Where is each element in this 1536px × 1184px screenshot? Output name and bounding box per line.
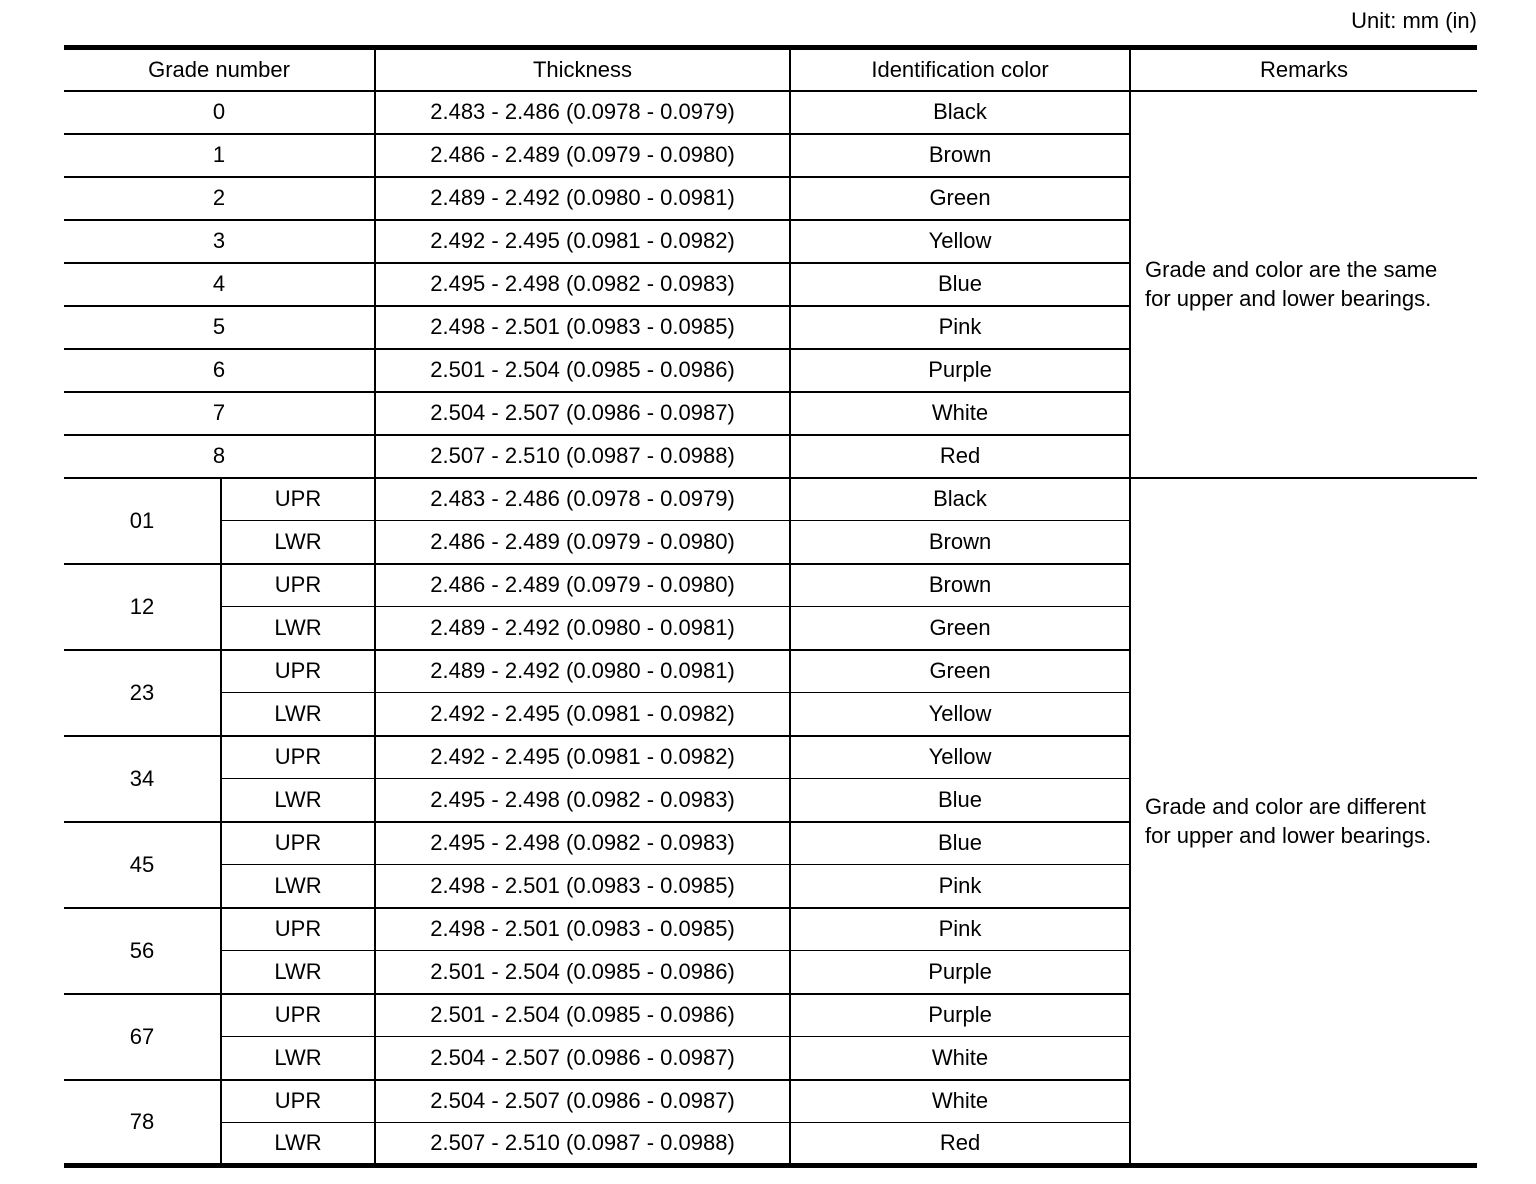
position-cell: UPR bbox=[221, 1080, 375, 1123]
thickness-cell: 2.492 - 2.495 (0.0981 - 0.0982) bbox=[375, 736, 790, 779]
grade-cell: 8 bbox=[64, 435, 375, 478]
grade-cell: 56 bbox=[64, 908, 221, 994]
grade-cell: 78 bbox=[64, 1080, 221, 1166]
grade-cell: 0 bbox=[64, 91, 375, 134]
color-cell: Purple bbox=[790, 951, 1130, 994]
thickness-cell: 2.495 - 2.498 (0.0982 - 0.0983) bbox=[375, 263, 790, 306]
color-cell: Yellow bbox=[790, 693, 1130, 736]
grade-cell: 5 bbox=[64, 306, 375, 349]
grade-cell: 6 bbox=[64, 349, 375, 392]
header-row bbox=[64, 48, 1477, 91]
thickness-cell: 2.507 - 2.510 (0.0987 - 0.0988) bbox=[375, 435, 790, 478]
position-cell: LWR bbox=[221, 779, 375, 822]
remark-text-section2 bbox=[1131, 792, 1477, 850]
color-cell: Blue bbox=[790, 822, 1130, 865]
remark-line-1: Grade and color are the same bbox=[1145, 257, 1438, 282]
thickness-cell: 2.486 - 2.489 (0.0979 - 0.0980) bbox=[375, 521, 790, 564]
remarks-cell-section2 bbox=[1130, 478, 1477, 1166]
color-cell: Yellow bbox=[790, 736, 1130, 779]
grade-cell: 01 bbox=[64, 478, 221, 564]
thickness-cell: 2.486 - 2.489 (0.0979 - 0.0980) bbox=[375, 564, 790, 607]
position-cell: UPR bbox=[221, 478, 375, 521]
thickness-cell: 2.489 - 2.492 (0.0980 - 0.0981) bbox=[375, 177, 790, 220]
thickness-cell: 2.507 - 2.510 (0.0987 - 0.0988) bbox=[375, 1123, 790, 1166]
color-cell: Green bbox=[790, 650, 1130, 693]
header-identification-color: Identification color bbox=[790, 48, 1130, 91]
position-cell: UPR bbox=[221, 994, 375, 1037]
color-cell: Red bbox=[790, 1123, 1130, 1166]
thickness-cell: 2.501 - 2.504 (0.0985 - 0.0986) bbox=[375, 951, 790, 994]
thickness-cell: 2.483 - 2.486 (0.0978 - 0.0979) bbox=[375, 91, 790, 134]
thickness-cell: 2.486 - 2.489 (0.0979 - 0.0980) bbox=[375, 134, 790, 177]
color-cell: Pink bbox=[790, 306, 1130, 349]
thickness-cell: 2.504 - 2.507 (0.0986 - 0.0987) bbox=[375, 1080, 790, 1123]
color-cell: Purple bbox=[790, 994, 1130, 1037]
position-cell: LWR bbox=[221, 1123, 375, 1166]
color-cell: Pink bbox=[790, 865, 1130, 908]
grade-cell: 3 bbox=[64, 220, 375, 263]
position-cell: UPR bbox=[221, 908, 375, 951]
remark-line-1: Grade and color are different bbox=[1145, 793, 1426, 819]
remark-text-section1 bbox=[1131, 255, 1477, 313]
color-cell: Black bbox=[790, 478, 1130, 521]
thickness-cell: 2.495 - 2.498 (0.0982 - 0.0983) bbox=[375, 779, 790, 822]
bearing-grade-table bbox=[64, 45, 1477, 1168]
color-cell: Red bbox=[790, 435, 1130, 478]
thickness-cell: 2.504 - 2.507 (0.0986 - 0.0987) bbox=[375, 1037, 790, 1080]
thickness-cell: 2.489 - 2.492 (0.0980 - 0.0981) bbox=[375, 650, 790, 693]
color-cell: Blue bbox=[790, 779, 1130, 822]
thickness-cell: 2.504 - 2.507 (0.0986 - 0.0987) bbox=[375, 392, 790, 435]
color-cell: White bbox=[790, 1080, 1130, 1123]
thickness-cell: 2.492 - 2.495 (0.0981 - 0.0982) bbox=[375, 693, 790, 736]
position-cell: UPR bbox=[221, 822, 375, 865]
position-cell: LWR bbox=[221, 1037, 375, 1080]
thickness-cell: 2.498 - 2.501 (0.0983 - 0.0985) bbox=[375, 306, 790, 349]
color-cell: Blue bbox=[790, 263, 1130, 306]
color-cell: Brown bbox=[790, 521, 1130, 564]
position-cell: UPR bbox=[221, 650, 375, 693]
position-cell: UPR bbox=[221, 736, 375, 779]
table-row bbox=[64, 91, 1477, 134]
position-cell: LWR bbox=[221, 693, 375, 736]
color-cell: Yellow bbox=[790, 220, 1130, 263]
thickness-cell: 2.483 - 2.486 (0.0978 - 0.0979) bbox=[375, 478, 790, 521]
thickness-cell: 2.501 - 2.504 (0.0985 - 0.0986) bbox=[375, 349, 790, 392]
grade-cell: 1 bbox=[64, 134, 375, 177]
color-cell: Green bbox=[790, 177, 1130, 220]
position-cell: LWR bbox=[221, 607, 375, 650]
header-grade-number: Grade number bbox=[64, 48, 375, 91]
color-cell: White bbox=[790, 1037, 1130, 1080]
thickness-cell: 2.498 - 2.501 (0.0983 - 0.0985) bbox=[375, 908, 790, 951]
color-cell: Pink bbox=[790, 908, 1130, 951]
thickness-cell: 2.501 - 2.504 (0.0985 - 0.0986) bbox=[375, 994, 790, 1037]
header-remarks: Remarks bbox=[1130, 48, 1477, 91]
color-cell: White bbox=[790, 392, 1130, 435]
thickness-cell: 2.495 - 2.498 (0.0982 - 0.0983) bbox=[375, 822, 790, 865]
grade-cell: 45 bbox=[64, 822, 221, 908]
remark-line-2: for upper and lower bearings. bbox=[1145, 822, 1432, 848]
position-cell: LWR bbox=[221, 521, 375, 564]
grade-cell: 7 bbox=[64, 392, 375, 435]
grade-cell: 34 bbox=[64, 736, 221, 822]
grade-cell: 23 bbox=[64, 650, 221, 736]
color-cell: Brown bbox=[790, 564, 1130, 607]
position-cell: UPR bbox=[221, 564, 375, 607]
thickness-cell: 2.492 - 2.495 (0.0981 - 0.0982) bbox=[375, 220, 790, 263]
header-thickness: Thickness bbox=[375, 48, 790, 91]
grade-cell: 12 bbox=[64, 564, 221, 650]
color-cell: Purple bbox=[790, 349, 1130, 392]
grade-cell: 67 bbox=[64, 994, 221, 1080]
thickness-cell: 2.489 - 2.492 (0.0980 - 0.0981) bbox=[375, 607, 790, 650]
position-cell: LWR bbox=[221, 951, 375, 994]
color-cell: Black bbox=[790, 91, 1130, 134]
remarks-cell-section1 bbox=[1130, 91, 1477, 478]
grade-cell: 4 bbox=[64, 263, 375, 306]
thickness-cell: 2.498 - 2.501 (0.0983 - 0.0985) bbox=[375, 865, 790, 908]
unit-label: Unit: mm (in) bbox=[1351, 8, 1477, 33]
color-cell: Brown bbox=[790, 134, 1130, 177]
color-cell: Green bbox=[790, 607, 1130, 650]
remark-line-2: for upper and lower bearings. bbox=[1145, 286, 1432, 311]
grade-cell: 2 bbox=[64, 177, 375, 220]
position-cell: LWR bbox=[221, 865, 375, 908]
table-row bbox=[64, 478, 1477, 521]
